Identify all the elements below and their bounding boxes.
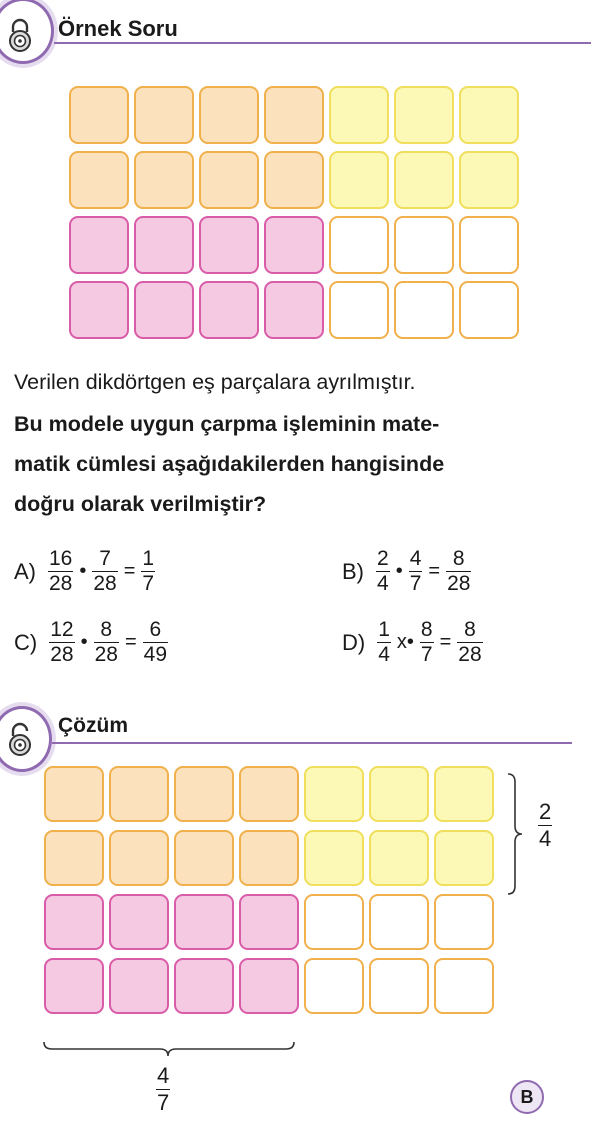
unlock-icon (6, 722, 36, 758)
equals-sign: = (439, 631, 452, 653)
lock-icon (6, 18, 34, 54)
example-cell-white (459, 216, 519, 274)
example-cell-yellow (394, 86, 454, 144)
solution-cell-orange (174, 766, 234, 822)
solution-cell-pink (239, 958, 299, 1014)
solution-cell-orange (44, 830, 104, 886)
solution-cell-yellow (304, 830, 364, 886)
bottom-fraction-numerator: 4 (157, 1063, 170, 1088)
multiply-sign: • (79, 560, 87, 582)
solution-cell-pink (44, 958, 104, 1014)
solution-cell-white (304, 894, 364, 950)
right-fraction-denominator: 4 (539, 826, 552, 851)
fraction (446, 548, 471, 595)
solution-cell-yellow (434, 830, 494, 886)
fraction-denominator: 7 (142, 572, 155, 595)
fraction (94, 619, 119, 666)
solution-cell-pink (174, 958, 234, 1014)
option-label: C) (14, 629, 38, 655)
example-cell-pink (134, 216, 194, 274)
solution-grid (44, 766, 494, 1014)
multiply-sign: • (395, 560, 403, 582)
question-line-3: doğru olarak verilmiştir? (14, 492, 267, 516)
solution-cell-yellow (369, 766, 429, 822)
solution-cell-pink (174, 894, 234, 950)
solution-cell-orange (44, 766, 104, 822)
example-cell-yellow (329, 86, 389, 144)
solution-cell-yellow (369, 830, 429, 886)
fraction-numerator: 8 (420, 618, 433, 641)
example-header-line (54, 42, 591, 44)
example-cell-white (459, 281, 519, 339)
fraction-denominator: 28 (50, 643, 74, 666)
equals-sign: = (428, 560, 441, 582)
solution-header-line (52, 742, 572, 744)
example-cell-white (329, 216, 389, 274)
fraction-denominator: 4 (378, 643, 390, 666)
equals-sign: = (123, 560, 136, 582)
fraction-denominator: 7 (409, 572, 422, 595)
option-label: D) (342, 629, 366, 655)
fraction (92, 548, 117, 595)
solution-cell-pink (109, 958, 169, 1014)
solution-cell-yellow (304, 766, 364, 822)
fraction-numerator: 12 (50, 618, 74, 641)
fraction-denominator: 4 (377, 572, 389, 595)
option-d[interactable] (342, 619, 483, 666)
example-cell-orange (134, 151, 194, 209)
solution-title: Çözüm (58, 714, 128, 737)
option-label: A) (14, 558, 36, 584)
example-cell-pink (199, 216, 259, 274)
option-c[interactable] (14, 619, 168, 666)
fraction (141, 548, 155, 595)
example-cell-yellow (459, 151, 519, 209)
example-cell-yellow (394, 151, 454, 209)
example-cell-white (394, 281, 454, 339)
fraction-denominator: 28 (447, 572, 471, 595)
fraction (49, 619, 74, 666)
fraction (420, 619, 434, 666)
multiply-sign: x• (396, 631, 414, 653)
solution-cell-orange (239, 830, 299, 886)
example-cell-pink (134, 281, 194, 339)
example-cell-pink (199, 281, 259, 339)
fraction (457, 619, 482, 666)
fraction (409, 548, 423, 595)
equals-sign: = (124, 631, 137, 653)
fraction-numerator: 8 (100, 618, 113, 641)
fraction-denominator: 28 (93, 572, 117, 595)
fraction-denominator: 28 (94, 643, 118, 666)
example-cell-orange (199, 151, 259, 209)
question-line-1: Bu modele uygun çarpma işleminin mate- (14, 412, 440, 436)
fraction-numerator: 1 (142, 547, 155, 570)
solution-cell-orange (109, 830, 169, 886)
fraction-denominator: 28 (49, 572, 73, 595)
bottom-brace (42, 1038, 296, 1060)
example-cell-orange (264, 86, 324, 144)
fraction-numerator: 1 (378, 618, 390, 641)
option-b[interactable] (342, 548, 471, 595)
right-fraction-numerator: 2 (539, 799, 552, 824)
example-cell-pink (264, 216, 324, 274)
solution-cell-pink (109, 894, 169, 950)
fraction-denominator: 28 (458, 643, 482, 666)
example-cell-orange (69, 151, 129, 209)
example-cell-pink (264, 281, 324, 339)
multiply-sign: • (80, 631, 88, 653)
solution-cell-white (369, 894, 429, 950)
solution-cell-orange (239, 766, 299, 822)
example-cell-orange (264, 151, 324, 209)
solution-cell-orange (109, 766, 169, 822)
solution-cell-yellow (434, 766, 494, 822)
fraction-denominator: 7 (420, 643, 433, 666)
solution-cell-white (369, 958, 429, 1014)
example-cell-orange (199, 86, 259, 144)
bottom-fraction (156, 1064, 170, 1115)
example-cell-yellow (329, 151, 389, 209)
fraction-numerator: 4 (409, 547, 422, 570)
question-line-2: matik cümlesi aşağıdakilerden hangisinde (14, 452, 445, 476)
right-fraction (538, 800, 552, 851)
fraction-numerator: 7 (99, 547, 111, 570)
fraction-numerator: 8 (452, 547, 465, 570)
answer-badge: B (510, 1080, 544, 1114)
fraction (48, 548, 73, 595)
solution-cell-white (434, 958, 494, 1014)
option-a[interactable] (14, 548, 155, 595)
fraction-numerator: 2 (377, 547, 389, 570)
fraction-numerator: 16 (49, 547, 73, 570)
example-title: Örnek Soru (58, 16, 178, 41)
fraction-numerator: 8 (464, 618, 476, 641)
right-brace (505, 772, 525, 896)
fraction (143, 619, 168, 666)
solution-cell-white (304, 958, 364, 1014)
option-label: B) (342, 558, 364, 584)
fraction (376, 548, 390, 595)
example-cell-orange (134, 86, 194, 144)
solution-cell-pink (239, 894, 299, 950)
example-cell-pink (69, 281, 129, 339)
example-cell-pink (69, 216, 129, 274)
question-intro: Verilen dikdörtgen eş parçalara ayrılmıştır. (14, 370, 416, 394)
fraction-denominator: 49 (143, 643, 167, 666)
example-cell-white (329, 281, 389, 339)
bottom-fraction-denominator: 7 (157, 1090, 170, 1115)
example-cell-orange (69, 86, 129, 144)
fraction-numerator: 6 (149, 618, 162, 641)
example-cell-yellow (459, 86, 519, 144)
solution-cell-orange (174, 830, 234, 886)
solution-cell-pink (44, 894, 104, 950)
example-grid (69, 86, 519, 339)
solution-cell-white (434, 894, 494, 950)
example-cell-white (394, 216, 454, 274)
fraction (377, 619, 391, 666)
